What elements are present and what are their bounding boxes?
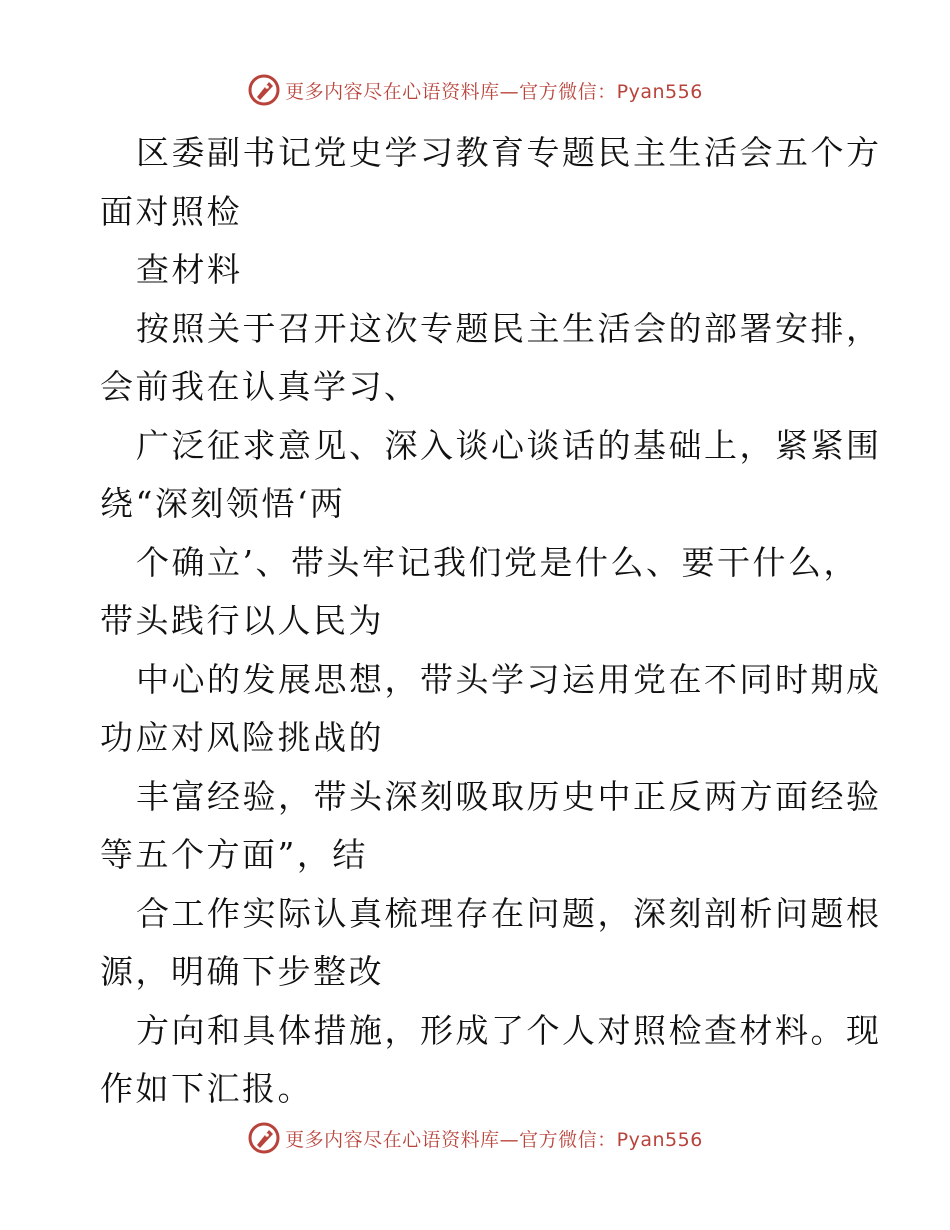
document-text (100, 124, 882, 1119)
footer-watermark-banner (0, 1118, 950, 1158)
text-line: 中心的发展思想，带头学习运用党在不同时期成 (136, 659, 882, 699)
text-line: 带头践行以人民为 (100, 601, 384, 640)
text-line: 绕“深刻领悟‘两 (100, 484, 346, 523)
text-line: 丰富经验，带头深刻吸取历史中正反两方面经验 (136, 776, 882, 816)
pen-nib-logo-icon (247, 73, 281, 107)
text-line: 广泛征求意见、深入谈心谈话的基础上，紧紧围 (136, 425, 882, 465)
footer-watermark-text: 更多内容尽在心语资料库—官方微信：Pyan556 (285, 1128, 703, 1151)
document-body (100, 124, 882, 1119)
text-line: 面对照检 (100, 191, 242, 231)
header-watermark-text: 更多内容尽在心语资料库—官方微信：Pyan556 (285, 80, 703, 103)
text-line: 个确立’、带头牢记我们党是什么、要干什么， (136, 542, 859, 582)
text-line: 功应对风险挑战的 (100, 718, 384, 757)
text-line: 方向和具体措施，形成了个人对照检查材料。现 (136, 1010, 882, 1050)
text-line: 源，明确下步整改 (100, 952, 384, 991)
text-line: 等五个方面”，结 (100, 835, 368, 874)
text-line: 查材料 (136, 250, 243, 289)
text-line: 会前我在认真学习、 (100, 367, 420, 406)
header-watermark-banner (0, 70, 950, 110)
text-line: 按照关于召开这次专题民主生活会的部署安排， (136, 308, 882, 348)
text-line: 作如下汇报。 (100, 1069, 313, 1108)
text-line: 合工作实际认真梳理存在问题，深刻剖析问题根 (136, 893, 882, 933)
pen-nib-logo-icon (247, 1121, 281, 1155)
text-line: 区委副书记党史学习教育专题民主生活会五个方 (136, 133, 882, 172)
